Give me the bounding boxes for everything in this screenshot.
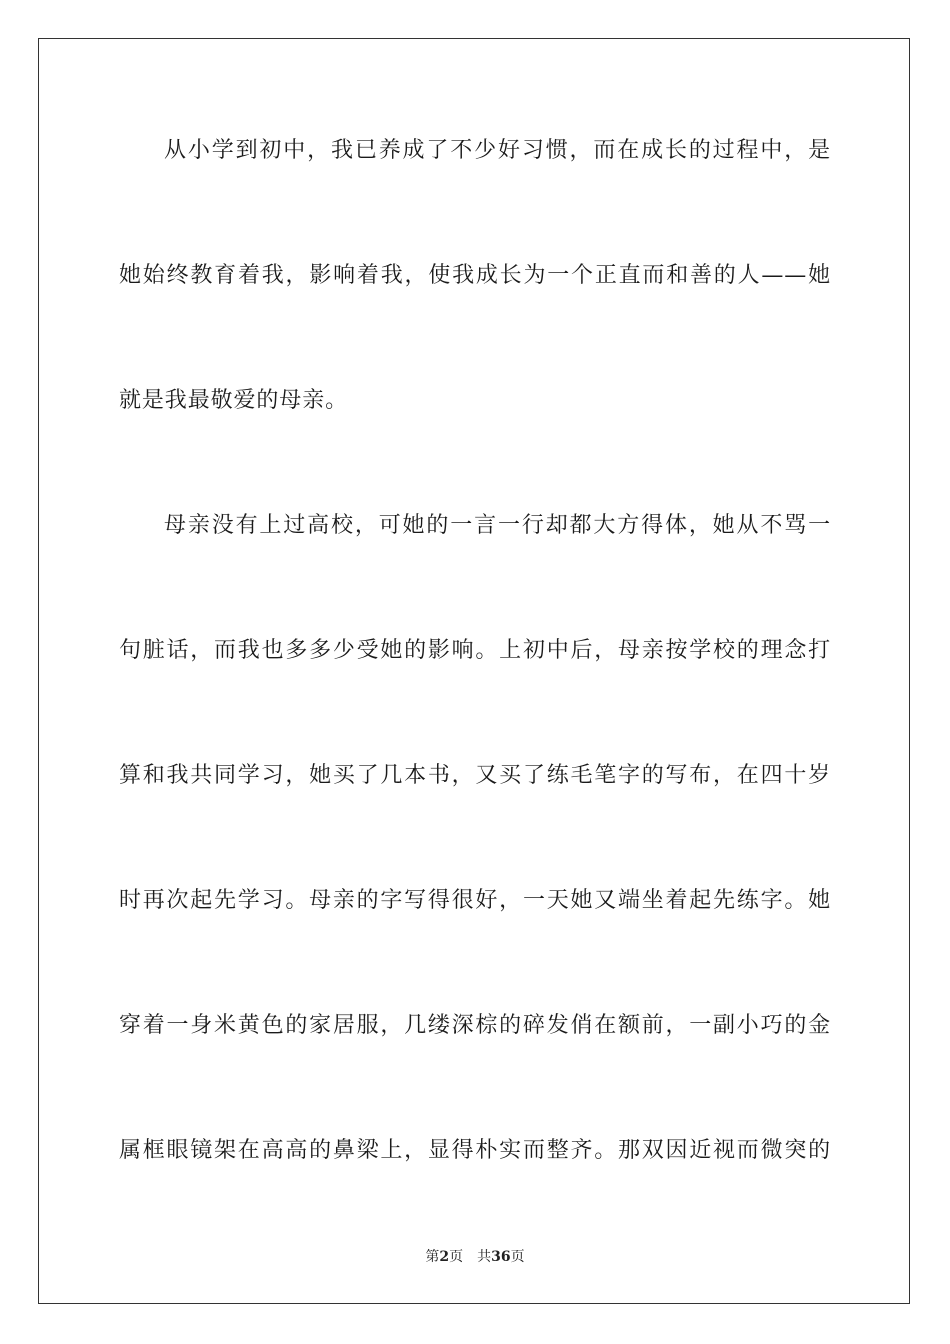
footer-total-suffix: 页: [510, 1249, 525, 1265]
paragraph-1-line-3: 就是我最敬爱的母亲。: [119, 388, 349, 413]
page-footer: [39, 1247, 911, 1267]
paragraph-1-line-2: 她始终教育着我，影响着我，使我成长为一个正直而和善的人——她: [119, 263, 831, 288]
paragraph-2-line-6: 属框眼镜架在高高的鼻梁上，显得朴实而整齐。那双因近视而微突的: [119, 1138, 831, 1163]
footer-page-prefix: 第: [425, 1249, 440, 1265]
paragraph-2-line-5: 穿着一身米黄色的家居服，几缕深棕的碎发俏在额前，一副小巧的金: [119, 1013, 831, 1038]
page-frame: [38, 38, 910, 1304]
footer-page-suffix: 页: [449, 1249, 464, 1265]
paragraph-2-line-4: 时再次起先学习。母亲的字写得很好，一天她又端坐着起先练字。她: [119, 888, 831, 913]
paragraph-1-line-1: 从小学到初中，我已养成了不少好习惯，而在成长的过程中，是: [164, 138, 831, 163]
paragraph-2-line-1: 母亲没有上过高校，可她的一言一行却都大方得体，她从不骂一: [164, 513, 831, 538]
footer-total-pages: 36: [491, 1249, 511, 1265]
footer-page-number: 2: [439, 1249, 450, 1265]
paragraph-2-line-2: 句脏话，而我也多多少受她的影响。上初中后，母亲按学校的理念打: [119, 638, 831, 663]
paragraph-2-line-3: 算和我共同学习，她买了几本书，又买了练毛笔字的写布，在四十岁: [119, 763, 831, 788]
footer-total-prefix: 共: [477, 1249, 492, 1265]
